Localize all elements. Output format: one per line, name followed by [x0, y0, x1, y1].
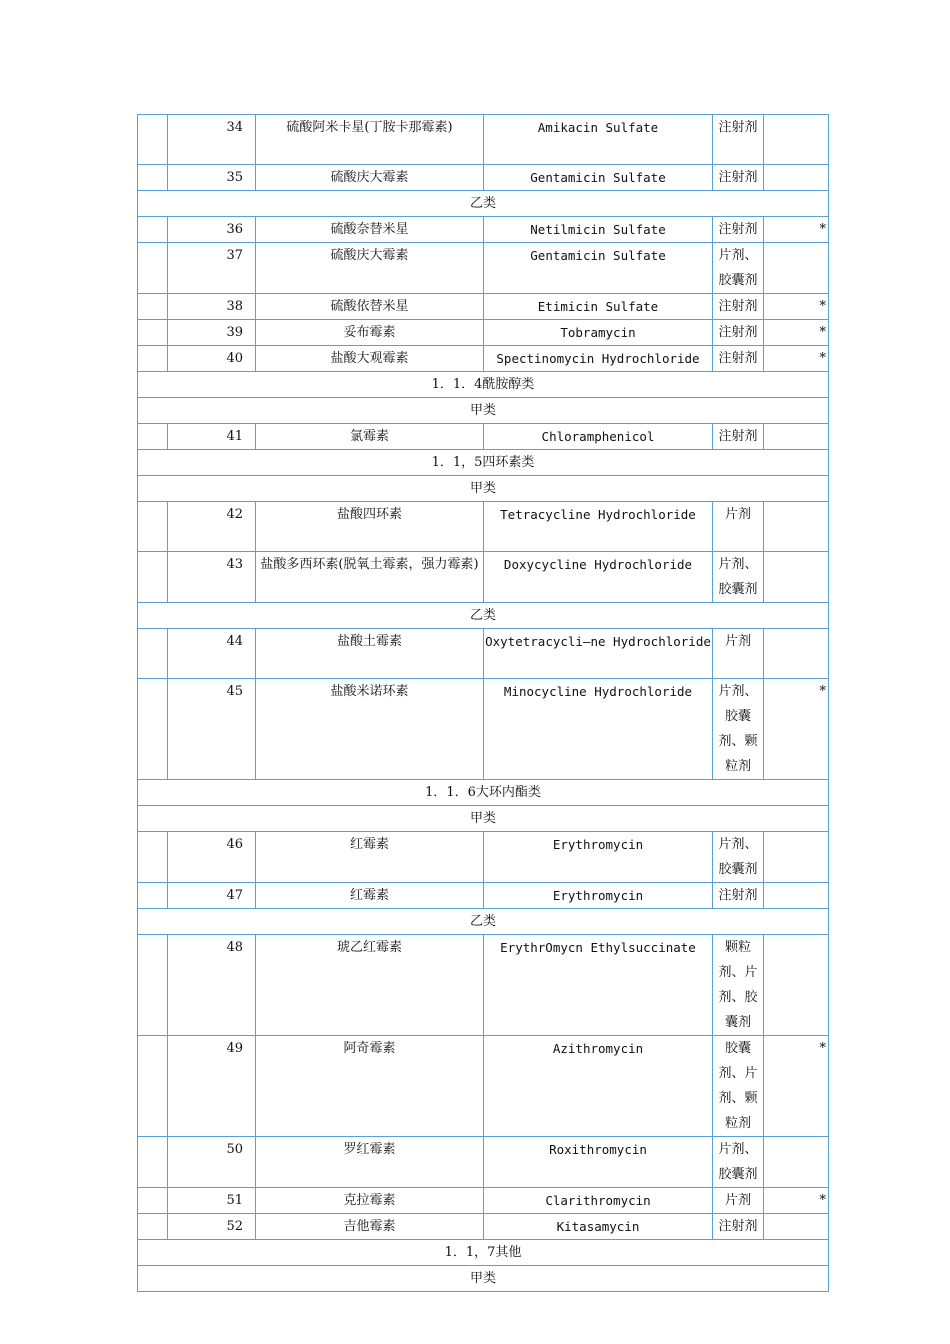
table-row — [138, 832, 829, 883]
drug-english-name: Chloramphenicol — [484, 424, 713, 450]
restriction-mark — [764, 502, 829, 552]
table-row — [138, 165, 829, 191]
section-title: 乙类 — [138, 603, 829, 629]
dosage-form: 胶囊剂、片剂、颗粒剂 — [713, 1036, 764, 1137]
blank-cell — [138, 217, 168, 243]
dosage-form: 片剂、胶囊剂、颗粒剂 — [713, 679, 764, 780]
drug-english-name: Amikacin Sulfate — [484, 115, 713, 165]
drug-english-name: Spectinomycin Hydrochloride — [484, 346, 713, 372]
section-header-row — [138, 191, 829, 217]
table-row — [138, 935, 829, 1036]
table-row — [138, 424, 829, 450]
drug-english-name: Erythromycin — [484, 883, 713, 909]
drug-chinese-name: 盐酸四环素 — [256, 502, 484, 552]
drug-number: 42 — [168, 502, 256, 552]
restriction-mark — [764, 1137, 829, 1188]
restriction-mark: * — [764, 294, 829, 320]
blank-cell — [138, 1137, 168, 1188]
drug-chinese-name: 克拉霉素 — [256, 1188, 484, 1214]
blank-cell — [138, 502, 168, 552]
drug-english-name: Gentamicin Sulfate — [484, 243, 713, 294]
blank-cell — [138, 552, 168, 603]
restriction-mark: * — [764, 346, 829, 372]
drug-chinese-name: 硫酸阿米卡星(丁胺卡那霉素) — [256, 115, 484, 165]
table-row — [138, 1137, 829, 1188]
drug-chinese-name: 硫酸庆大霉素 — [256, 243, 484, 294]
table-row — [138, 629, 829, 679]
drug-english-name: Kitasamycin — [484, 1214, 713, 1240]
dosage-form: 片剂 — [713, 502, 764, 552]
restriction-mark — [764, 424, 829, 450]
section-header-row — [138, 450, 829, 476]
section-header-row — [138, 398, 829, 424]
section-title: 1．1，7其他 — [138, 1240, 829, 1266]
drug-chinese-name: 盐酸多西环素(脱氧土霉素，强力霉素) — [256, 552, 484, 603]
blank-cell — [138, 346, 168, 372]
table-row — [138, 1188, 829, 1214]
dosage-form: 片剂、胶囊剂 — [713, 552, 764, 603]
section-title: 乙类 — [138, 191, 829, 217]
section-header-row — [138, 806, 829, 832]
dosage-form: 注射剂 — [713, 1214, 764, 1240]
dosage-form: 颗粒剂、片剂、胶囊剂 — [713, 935, 764, 1036]
drug-english-name: Azithromycin — [484, 1036, 713, 1137]
restriction-mark: * — [764, 1188, 829, 1214]
drug-chinese-name: 硫酸依替米星 — [256, 294, 484, 320]
blank-cell — [138, 935, 168, 1036]
drug-number: 46 — [168, 832, 256, 883]
table-row — [138, 679, 829, 780]
blank-cell — [138, 243, 168, 294]
section-title: 甲类 — [138, 806, 829, 832]
drug-number: 48 — [168, 935, 256, 1036]
drug-english-name: Netilmicin Sulfate — [484, 217, 713, 243]
drug-chinese-name: 阿奇霉素 — [256, 1036, 484, 1137]
section-title: 1．1．4酰胺醇类 — [138, 372, 829, 398]
restriction-mark: * — [764, 217, 829, 243]
drug-english-name: Etimicin Sulfate — [484, 294, 713, 320]
restriction-mark — [764, 832, 829, 883]
table-row — [138, 502, 829, 552]
restriction-mark — [764, 883, 829, 909]
drug-english-name: Minocycline Hydrochloride — [484, 679, 713, 780]
drug-english-name: ErythrOmycn Ethylsuccinate — [484, 935, 713, 1036]
drug-chinese-name: 硫酸庆大霉素 — [256, 165, 484, 191]
drug-number: 50 — [168, 1137, 256, 1188]
drug-english-name: Tobramycin — [484, 320, 713, 346]
drug-english-name: Tetracycline Hydrochloride — [484, 502, 713, 552]
drug-number: 34 — [168, 115, 256, 165]
drug-english-name: Clarithromycin — [484, 1188, 713, 1214]
table-row — [138, 346, 829, 372]
drug-english-name: Doxycycline Hydrochloride — [484, 552, 713, 603]
dosage-form: 注射剂 — [713, 320, 764, 346]
drug-number: 44 — [168, 629, 256, 679]
blank-cell — [138, 883, 168, 909]
table-row — [138, 115, 829, 165]
restriction-mark — [764, 935, 829, 1036]
section-header-row — [138, 372, 829, 398]
drug-chinese-name: 盐酸大观霉素 — [256, 346, 484, 372]
table-body — [138, 115, 829, 1292]
drug-number: 38 — [168, 294, 256, 320]
drug-chinese-name: 红霉素 — [256, 883, 484, 909]
blank-cell — [138, 115, 168, 165]
section-title: 甲类 — [138, 398, 829, 424]
drug-english-name: Gentamicin Sulfate — [484, 165, 713, 191]
drug-chinese-name: 红霉素 — [256, 832, 484, 883]
drug-chinese-name: 妥布霉素 — [256, 320, 484, 346]
blank-cell — [138, 1036, 168, 1137]
dosage-form: 注射剂 — [713, 115, 764, 165]
dosage-form: 片剂、胶囊剂 — [713, 832, 764, 883]
section-header-row — [138, 1240, 829, 1266]
restriction-mark — [764, 115, 829, 165]
blank-cell — [138, 165, 168, 191]
drug-number: 37 — [168, 243, 256, 294]
drug-number: 45 — [168, 679, 256, 780]
drug-english-name: Oxytetracycli—ne Hydrochloride — [484, 629, 713, 679]
drug-chinese-name: 吉他霉素 — [256, 1214, 484, 1240]
restriction-mark: * — [764, 320, 829, 346]
blank-cell — [138, 832, 168, 883]
drug-number: 40 — [168, 346, 256, 372]
section-header-row — [138, 780, 829, 806]
blank-cell — [138, 1188, 168, 1214]
table-row — [138, 243, 829, 294]
blank-cell — [138, 629, 168, 679]
blank-cell — [138, 679, 168, 780]
restriction-mark — [764, 1214, 829, 1240]
restriction-mark: * — [764, 679, 829, 780]
table-row — [138, 320, 829, 346]
drug-number: 43 — [168, 552, 256, 603]
restriction-mark — [764, 165, 829, 191]
section-title: 甲类 — [138, 1266, 829, 1292]
section-header-row — [138, 476, 829, 502]
section-title: 1．1，5四环素类 — [138, 450, 829, 476]
drug-number: 51 — [168, 1188, 256, 1214]
drug-number: 39 — [168, 320, 256, 346]
dosage-form: 注射剂 — [713, 424, 764, 450]
blank-cell — [138, 424, 168, 450]
dosage-form: 注射剂 — [713, 346, 764, 372]
drug-english-name: Roxithromycin — [484, 1137, 713, 1188]
drug-number: 47 — [168, 883, 256, 909]
restriction-mark — [764, 243, 829, 294]
drug-chinese-name: 盐酸土霉素 — [256, 629, 484, 679]
blank-cell — [138, 320, 168, 346]
restriction-mark: * — [764, 1036, 829, 1137]
table-row — [138, 552, 829, 603]
section-title: 甲类 — [138, 476, 829, 502]
drug-catalog-table — [137, 114, 829, 1292]
drug-number: 41 — [168, 424, 256, 450]
drug-number: 52 — [168, 1214, 256, 1240]
drug-chinese-name: 盐酸米诺环素 — [256, 679, 484, 780]
dosage-form: 片剂 — [713, 629, 764, 679]
dosage-form: 片剂 — [713, 1188, 764, 1214]
drug-number: 36 — [168, 217, 256, 243]
drug-chinese-name: 罗红霉素 — [256, 1137, 484, 1188]
table-row — [138, 883, 829, 909]
section-header-row — [138, 1266, 829, 1292]
dosage-form: 注射剂 — [713, 165, 764, 191]
drug-number: 35 — [168, 165, 256, 191]
section-title: 乙类 — [138, 909, 829, 935]
table-row — [138, 294, 829, 320]
dosage-form: 片剂、胶囊剂 — [713, 243, 764, 294]
table-row — [138, 1214, 829, 1240]
dosage-form: 片剂、胶囊剂 — [713, 1137, 764, 1188]
table-row — [138, 1036, 829, 1137]
drug-chinese-name: 硫酸奈替米星 — [256, 217, 484, 243]
restriction-mark — [764, 552, 829, 603]
drug-chinese-name: 氯霉素 — [256, 424, 484, 450]
section-header-row — [138, 909, 829, 935]
dosage-form: 注射剂 — [713, 883, 764, 909]
blank-cell — [138, 1214, 168, 1240]
drug-english-name: Erythromycin — [484, 832, 713, 883]
table-row — [138, 217, 829, 243]
section-title: 1．1．6大环内酯类 — [138, 780, 829, 806]
restriction-mark — [764, 629, 829, 679]
drug-number: 49 — [168, 1036, 256, 1137]
dosage-form: 注射剂 — [713, 294, 764, 320]
section-header-row — [138, 603, 829, 629]
drug-chinese-name: 琥乙红霉素 — [256, 935, 484, 1036]
blank-cell — [138, 294, 168, 320]
dosage-form: 注射剂 — [713, 217, 764, 243]
